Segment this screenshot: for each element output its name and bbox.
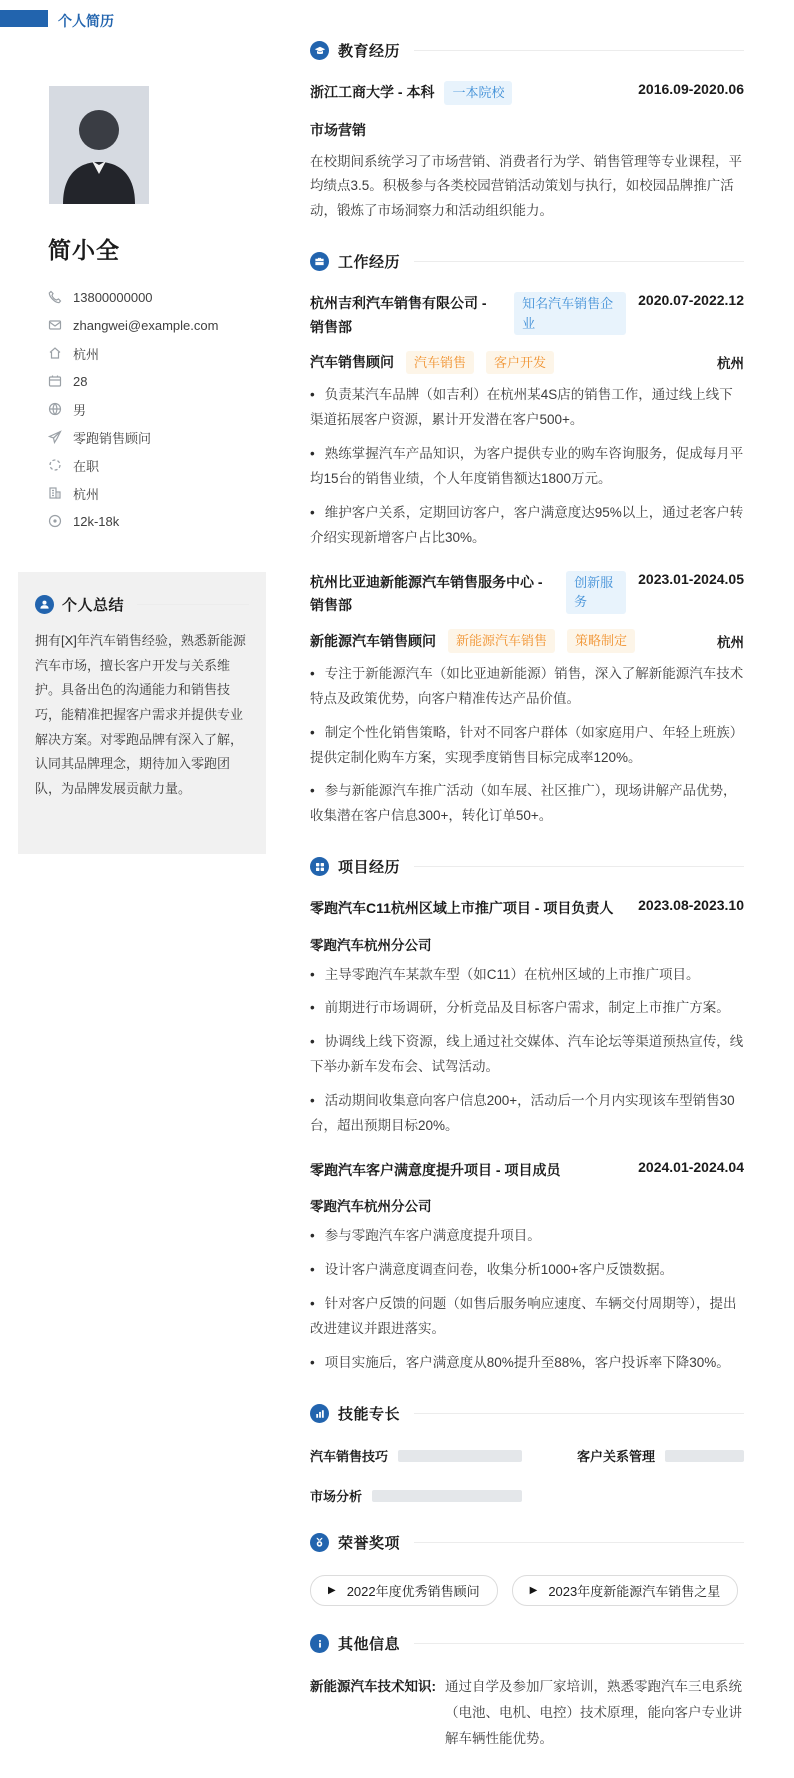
medal-icon [310,1533,329,1552]
contact-list [48,283,266,535]
gender-value: 男 [73,402,87,418]
job-bullet: • 专注于新能源汽车（如比亚迪新能源）销售，深入了解新能源汽车技术特点及政策优势，向客户精准传达产品价值。 [310,665,744,706]
job-date: 2023.01-2024.05 [638,570,744,587]
section-skills [310,1403,744,1505]
skill-item [310,1486,522,1505]
contact-row-phone [48,283,266,311]
contact-row-email [48,311,266,339]
bullet-dot: • [310,966,315,982]
bullet-dot: • [310,665,315,681]
skills-title: 技能专长 [338,1406,401,1424]
role-tag: 客户开发 [486,351,554,375]
skills-header [310,1403,744,1424]
project-bullet: • 主导零跑汽车某款车型（如C11）在杭州区域的上市推广项目。 [310,966,700,982]
bullet-dot: • [310,1034,315,1050]
skill-item [577,1446,744,1465]
role-tag: 策略制定 [567,629,635,653]
summary-title: 个人总结 [62,597,125,614]
project-title-row [310,1159,744,1182]
project-bullet: • 参与零跑汽车客户满意度提升项目。 [310,1228,541,1244]
project-date: 2024.01-2024.04 [638,1159,744,1176]
contact-row-salary [48,507,266,535]
project-title-row [310,897,744,920]
divider [414,1643,744,1644]
sidebar [18,86,266,535]
grid-icon [310,857,329,876]
bullet-dot: • [310,504,315,520]
project-bullet: • 活动期间收集意向客户信息200+，活动后一个月内实现该车型销售30台，超出预期目标20%。 [310,1093,735,1134]
job-title-row [310,571,744,617]
honor-label: 2022年度优秀销售顾问 [346,1584,480,1600]
contact-row-job-status [48,451,266,479]
projects-title: 项目经历 [338,859,401,877]
honor-label: 2023年度新能源汽车销售之星 [548,1584,721,1600]
honor-pill-2022[interactable] [310,1575,498,1606]
bullet-dot: • [310,1228,315,1244]
bullet-dot: • [310,724,315,740]
divider [414,866,744,867]
major-name: 市场营销 [310,121,366,138]
skill-progress-track [665,1450,744,1462]
contact-row-city [48,479,266,507]
education-description: 在校期间系统学习了市场营销、消费者行为学、销售管理等专业课程，平均绩点3.5。积极参与各类校园营销活动策划与执行，如校园品牌推广活动，锻炼了市场洞察力和活动组织能力。 [310,153,742,219]
phone-icon [48,290,62,304]
education-title-row [310,81,744,105]
job-date: 2020.07-2022.12 [638,292,744,309]
job-bullet: • 参与新能源汽车推广活动（如车展、社区推广），现场讲解产品优势，收集潜在客户信息300+，转化订单50+。 [310,783,737,824]
personal-summary-card [18,572,266,854]
role-tag: 新能源汽车销售 [448,629,555,653]
education-date: 2016.09-2020.06 [638,81,744,97]
skill-name: 汽车销售技巧 [310,1449,389,1465]
job-location: 杭州 [717,634,744,650]
age-value: 28 [73,373,88,389]
email-value: zhangwei@example.com [73,317,219,333]
company-tag: 知名汽车销售企业 [514,292,626,335]
honor-list [310,1575,744,1606]
education-item [310,81,744,224]
divider [414,1542,744,1543]
job-bullet: • 负责某汽车品牌（如吉利）在杭州某4S店的销售工作，通过线上线下渠道拓展客户资源，累计开发潜在客户500+。 [310,387,733,428]
company-name: 杭州吉利汽车销售有限公司 - 销售部 [310,295,487,335]
project-org: 零跑汽车杭州分公司 [310,937,432,953]
work-title: 工作经历 [338,254,401,272]
projects-header [310,856,744,877]
divider [414,1413,744,1414]
document-title: 个人简历 [58,13,114,29]
skill-progress-track [398,1450,522,1462]
bullet-dot: • [310,1000,315,1016]
job-location: 杭州 [717,356,744,372]
project-bullet: • 协调线上线下资源，线上通过社交媒体、汽车论坛等渠道预热宣传，线下举办新车发布会、试驾活动。 [310,1034,744,1075]
job-role-row [310,629,744,653]
email-icon [48,318,62,332]
company-name: 杭州比亚迪新能源汽车销售服务中心 - 销售部 [310,573,543,613]
skill-name: 市场分析 [310,1489,363,1505]
role-name: 新能源汽车销售顾问 [310,632,436,649]
job-bullet: • 维护客户关系，定期回访客户，客户满意度达95%以上，通过老客户转介绍实现新增客户占比30%。 [310,504,744,545]
project-org: 零跑汽车杭州分公司 [310,1199,432,1215]
city-icon [48,486,62,500]
school-name: 浙江工商大学 - 本科 [310,84,435,100]
contact-row-age [48,367,266,395]
role-tag: 汽车销售 [406,351,474,375]
divider [414,50,744,51]
bullet-dot: • [310,1296,315,1312]
info-icon [310,1634,329,1653]
target-position-value: 零跑销售顾问 [73,430,152,446]
summary-text: 拥有[X]年汽车销售经验，熟悉新能源汽车市场，擅长客户开发与关系维护。具备出色的沟通能力和销售技巧，能精准把握客户需求并提供专业解决方案。对零跑品牌有深入了解，认同其品牌理念，期待加入零跑团队，为品牌发展贡献力量。 [35,633,246,797]
target-position-icon [48,430,62,444]
job-item-byd [310,571,744,830]
school-tag: 一本院校 [444,81,512,105]
project-name: 零跑汽车客户满意度提升项目 - 项目成员 [310,1162,561,1179]
section-education [310,40,744,224]
candidate-name: 简小全 [48,237,120,263]
play-marker-icon: ▶ [328,1585,336,1597]
project-bullet: • 针对客户反馈的问题（如售后服务响应速度、车辆交付周期等），提出改进建议并跟进落实。 [310,1296,737,1337]
job-status-icon [48,458,62,472]
honors-title: 荣誉奖项 [338,1535,401,1553]
bullet-dot: • [310,446,315,462]
project-bullet: • 前期进行市场调研，分析竞品及目标客户需求，制定上市推广方案。 [310,1000,730,1016]
bullet-dot: • [310,1355,315,1371]
project-name: 零跑汽车C11杭州区域上市推广项目 - 项目负责人 [310,900,614,917]
project-bullet: • 设计客户满意度调查问卷，收集分析1000+客户反馈数据。 [310,1262,674,1278]
divider [137,604,249,605]
section-other-info [310,1633,744,1751]
contact-row-target-position [48,423,266,451]
skills-grid [310,1446,744,1505]
bullet-dot: • [310,387,315,403]
project-bullet: • 项目实施后，客户满意度从80%提升至88%，客户投诉率下降30%。 [310,1355,730,1371]
skill-progress-track [372,1490,522,1502]
job-bullet: • 熟练掌握汽车产品知识，为客户提供专业的购车咨询服务，促成每月平均15台的销售业绩，个人年度销售额达1800万元。 [310,446,744,486]
job-bullet: • 制定个性化销售策略，针对不同客户群体（如家庭用户、年轻上班族）提供定制化购车方案，实现季度销售目标完成率120%。 [310,724,744,765]
person-silhouette-icon [49,86,149,204]
resume-main-column [310,40,744,1778]
play-marker-icon: ▶ [529,1585,538,1597]
city-value: 杭州 [73,486,100,502]
age-icon [48,374,62,388]
job-item-geely [310,292,744,551]
project-item-c11 [310,897,744,1139]
graduation-cap-icon [310,41,329,60]
contact-row-gender [48,395,266,423]
briefcase-icon [310,252,329,271]
bar-chart-icon [310,1404,329,1423]
home-icon [48,346,62,360]
skill-item [310,1446,522,1465]
section-work [310,251,744,829]
salary-icon [48,514,62,528]
gender-icon [48,402,62,416]
honors-header [310,1532,744,1553]
summary-header [35,594,249,615]
header-accent-bar [0,10,48,27]
education-title: 教育经历 [338,43,401,60]
job-title-row [310,292,744,338]
other-info-title: 其他信息 [338,1636,401,1654]
bullet-dot: • [310,1093,315,1109]
profile-photo [49,86,149,204]
section-projects [310,856,744,1376]
project-item-csat [310,1159,744,1376]
company-tag: 创新服务 [566,571,626,614]
bullet-dot: • [310,783,315,799]
person-icon [35,595,54,614]
education-header [310,40,744,61]
skill-name: 客户关系管理 [577,1449,656,1465]
other-info-item [310,1674,744,1751]
project-date: 2023.08-2023.10 [638,897,744,914]
salary-value: 12k-18k [73,513,120,529]
job-status-value: 在职 [73,458,100,474]
home-city-value: 杭州 [73,346,100,362]
contact-row-home [48,339,266,367]
role-name: 汽车销售顾问 [310,354,394,371]
phone-value: 13800000000 [73,289,153,305]
section-honors [310,1532,744,1606]
other-info-label: 新能源汽车技术知识: [310,1679,436,1695]
bullet-dot: • [310,1262,315,1278]
honor-pill-2023[interactable] [512,1575,739,1606]
other-info-header [310,1633,744,1654]
other-info-text: 通过自学及参加厂家培训，熟悉零跑汽车三电系统（电池、电机、电控）技术原理，能向客户专业讲解车辆性能优势。 [445,1679,742,1746]
work-header [310,251,744,272]
job-role-row [310,351,744,375]
divider [414,261,744,262]
